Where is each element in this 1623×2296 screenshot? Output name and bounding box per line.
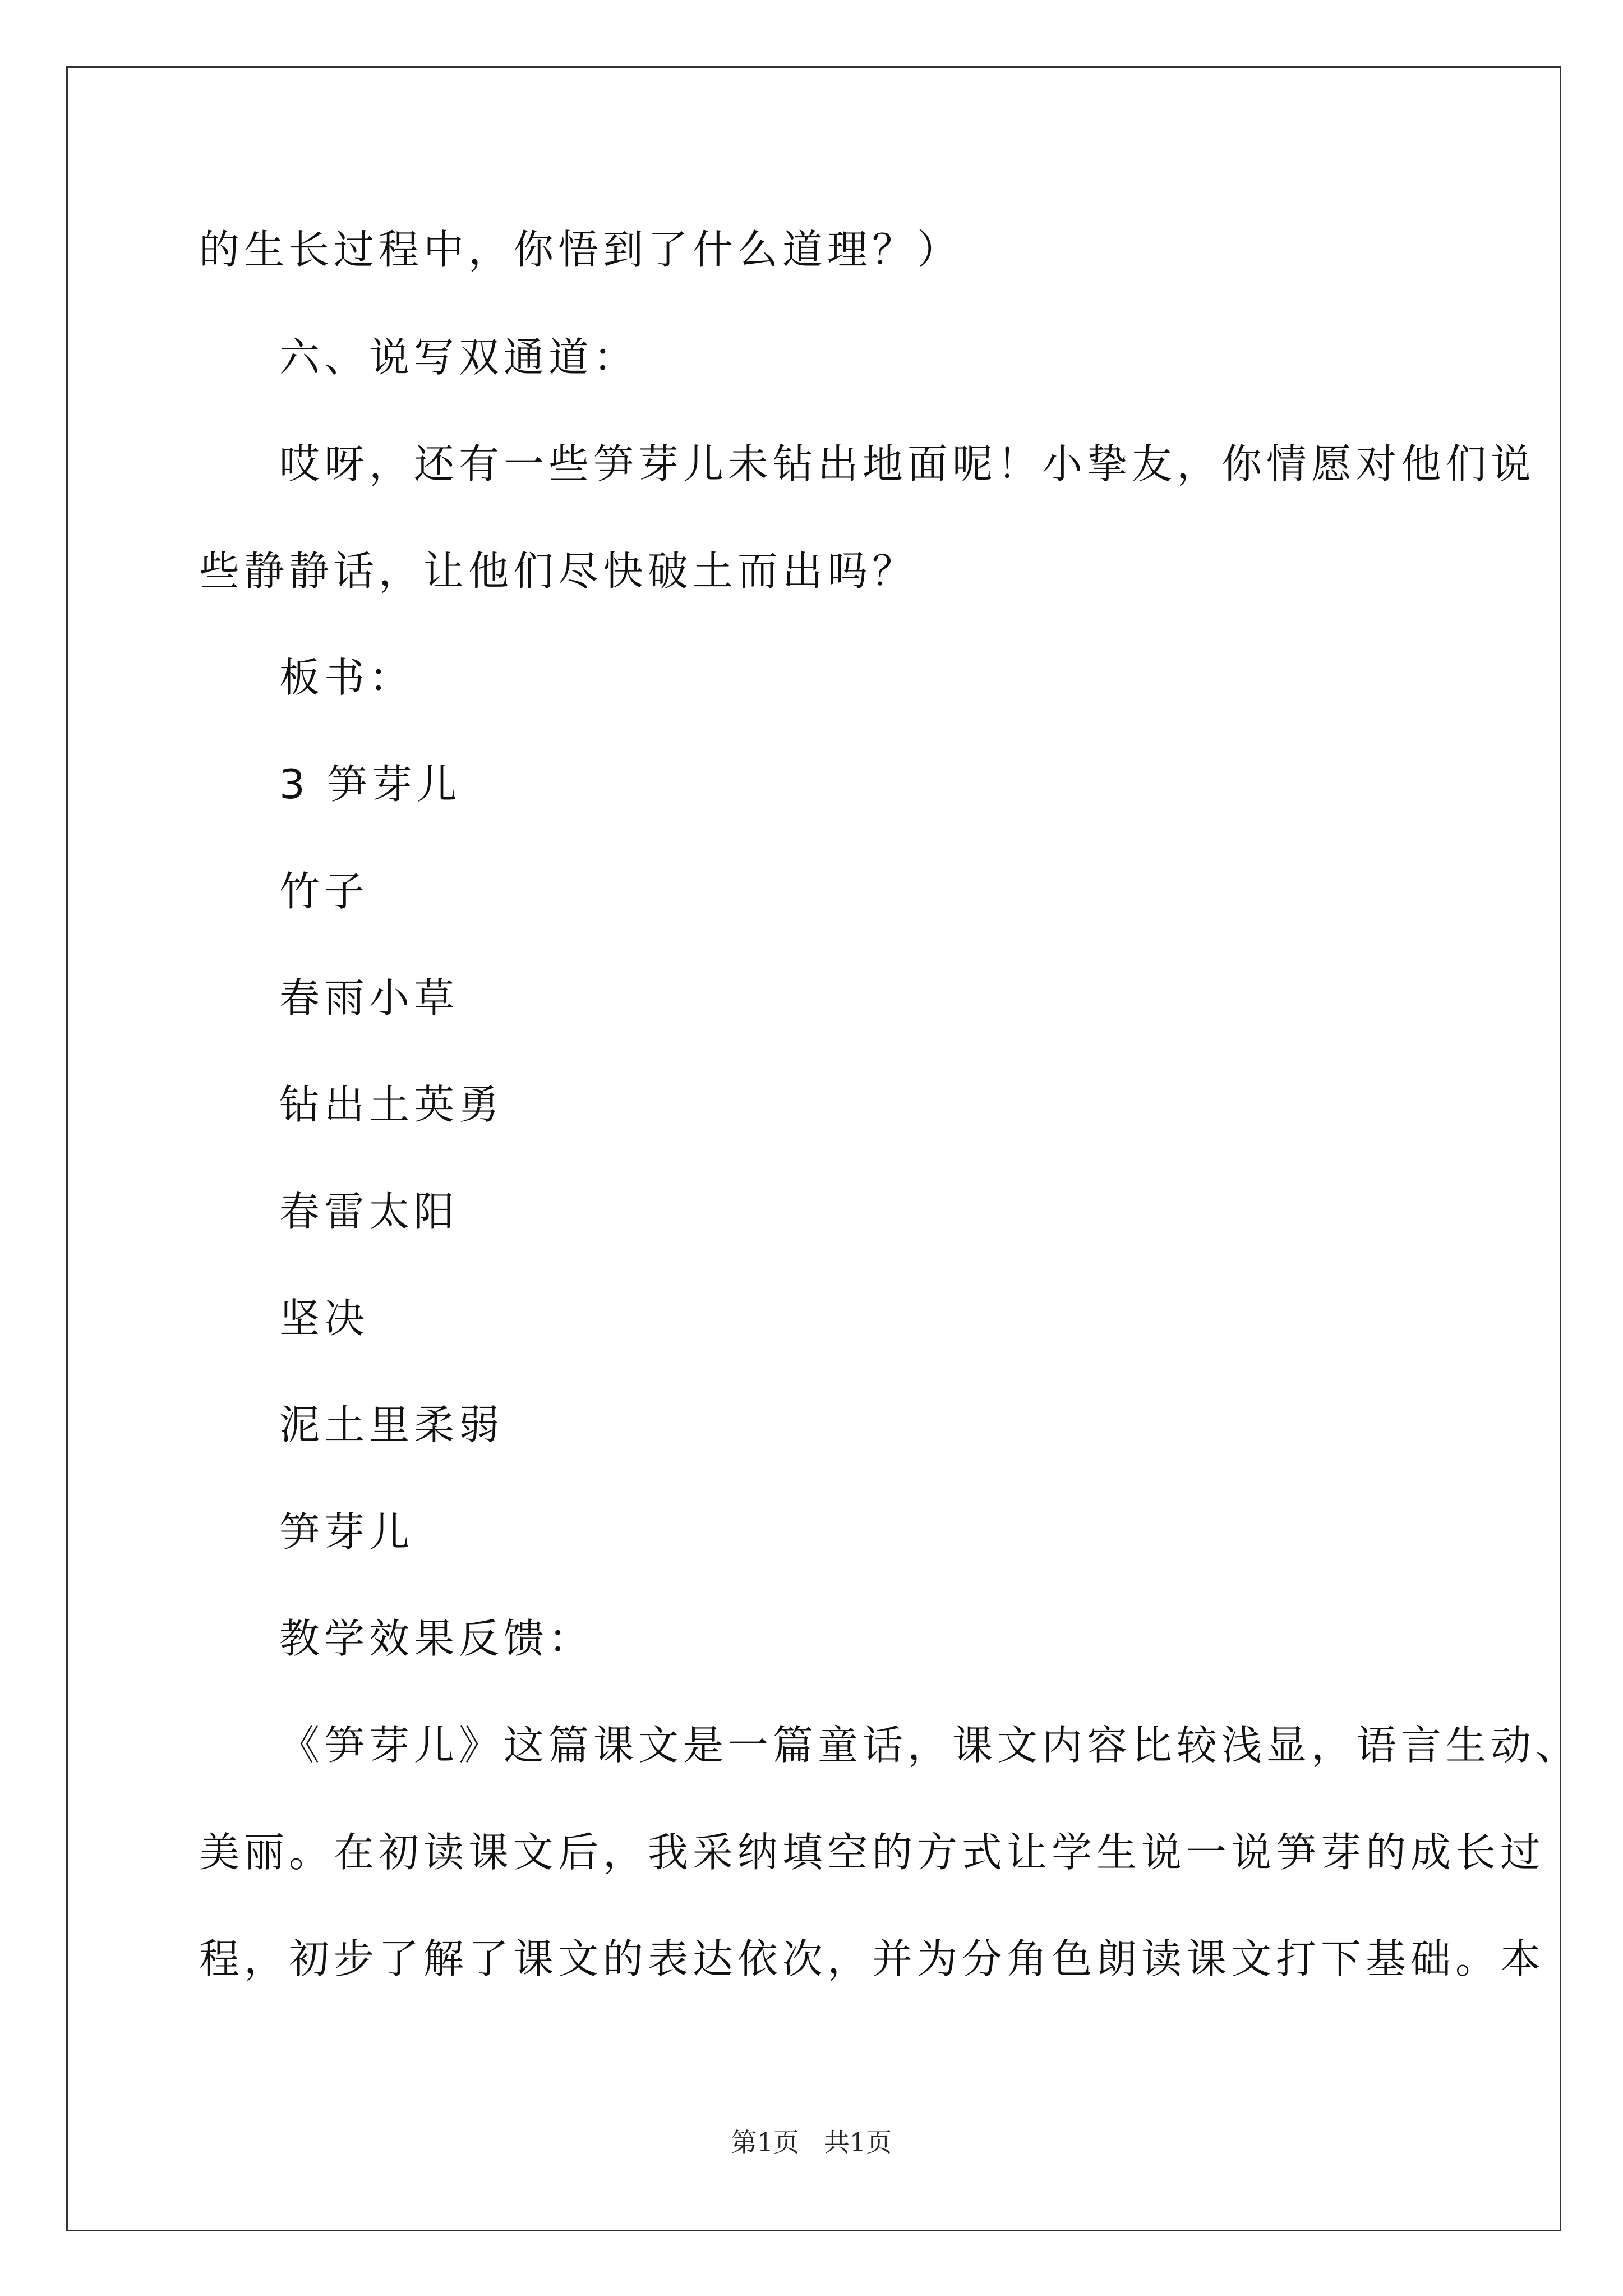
- section-heading: 板书：: [279, 654, 414, 701]
- section-heading: 六、说写双通道：: [279, 334, 639, 381]
- paragraph-line: 美丽。在初读课文后，我采纳填空的方式让学生说一说笋芽的成长过: [199, 1829, 1546, 1876]
- board-line: 坚决: [279, 1295, 370, 1342]
- paragraph-line: 些静静话，让他们尽快破土而出吗？: [199, 547, 917, 595]
- paragraph-line: 哎呀，还有一些笋芽儿未钻出地面呢！小挚友，你情愿对他们说: [279, 440, 1536, 487]
- board-line: 春雨小草: [279, 974, 459, 1022]
- board-line: 3 笋芽儿: [279, 761, 462, 808]
- page-footer: 第1页 共1页: [731, 2127, 892, 2157]
- board-line: 泥土里柔弱: [279, 1401, 504, 1448]
- board-line: 笋芽儿: [279, 1508, 414, 1556]
- board-line: 钻出土英勇: [279, 1081, 504, 1128]
- paragraph-line: 《笋芽儿》这篇课文是一篇童话，课文内容比较浅显，语言生动、: [279, 1722, 1581, 1769]
- board-line: 竹子: [279, 868, 370, 915]
- board-line: 春雷太阳: [279, 1188, 459, 1235]
- paragraph-line: 的生长过程中，你悟到了什么道理？）: [199, 226, 962, 273]
- paragraph-line: 程，初步了解了课文的表达依次，并为分角色朗读课文打下基础。本: [199, 1935, 1546, 1982]
- section-heading: 教学效果反馈：: [279, 1615, 594, 1662]
- page-border: [66, 66, 1561, 2231]
